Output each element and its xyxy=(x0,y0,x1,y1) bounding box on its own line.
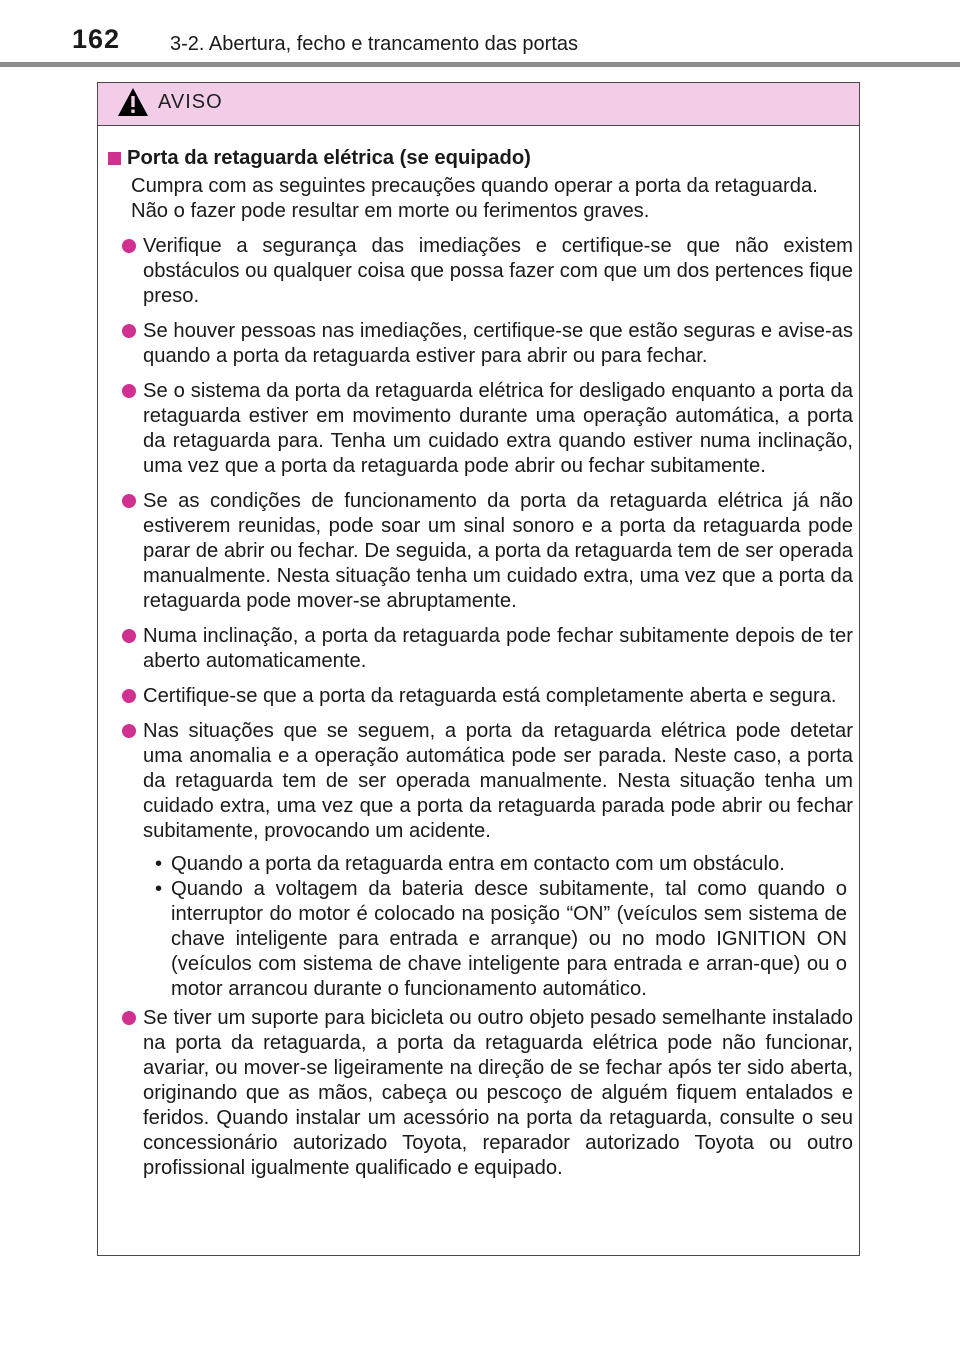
warning-header xyxy=(98,83,859,126)
square-bullet-icon xyxy=(108,152,121,165)
page-header xyxy=(0,0,960,66)
list-item xyxy=(108,624,853,674)
list-item xyxy=(108,719,853,844)
warning-box xyxy=(97,82,860,1256)
list-item xyxy=(108,489,853,614)
list-item xyxy=(108,684,853,709)
page-number: 162 xyxy=(72,24,121,54)
list-item-text: Verifique a segurança das imediações e certifique-se que não existem obstáculos ou qualquer coisa que possa fazer com que um dos pertences fique preso. xyxy=(143,235,853,307)
circle-bullet-icon xyxy=(122,384,136,398)
warning-triangle-icon xyxy=(116,86,150,118)
warning-heading-text: Porta da retaguarda elétrica (se equipado) xyxy=(127,147,531,169)
circle-bullet-icon xyxy=(122,629,136,643)
list-item-text: Numa inclinação, a porta da retaguarda pode fechar subitamente depois de ter aberto automaticamente. xyxy=(143,625,853,672)
section-title: 3-2. Abertura, fecho e trancamento das portas xyxy=(170,33,579,55)
intro-instruction: Cumpra com as seguintes precauções quando operar a porta da retaguarda. xyxy=(131,175,818,197)
warning-heading xyxy=(108,146,853,171)
sub-bullet-mark: • xyxy=(155,878,163,900)
list-item-text: Certifique-se que a porta da retaguarda está completamente aberta e segura. xyxy=(143,685,837,707)
circle-bullet-icon xyxy=(122,494,136,508)
intro-consequence: Não o fazer pode resultar em morte ou ferimentos graves. xyxy=(131,200,650,222)
list-item xyxy=(108,234,853,309)
sub-bullet-mark: • xyxy=(155,853,163,875)
list-item-text: Nas situações que se seguem, a porta da retaguarda elétrica pode detetar uma anomalia e a operação automática pode ser parada. Neste caso, a porta da retaguarda tem de ser operada manualmente. Nesta situação tenha um cuidado extra, uma vez que a porta da retaguarda parada pode abrir ou fechar subitamente, provocando um acidente. xyxy=(143,720,853,842)
header-divider xyxy=(0,62,960,67)
circle-bullet-icon xyxy=(122,689,136,703)
list-item xyxy=(108,1006,853,1181)
sub-list-item-text: Quando a porta da retaguarda entra em contacto com um obstáculo. xyxy=(171,853,785,875)
sub-list-item xyxy=(155,852,847,877)
warning-label: AVISO xyxy=(158,91,223,113)
warning-body xyxy=(98,126,859,1181)
circle-bullet-icon xyxy=(122,1011,136,1025)
sub-list xyxy=(108,852,853,1002)
sub-list-item xyxy=(155,877,847,1002)
sub-list-item-text: Quando a voltagem da bateria desce subitamente, tal como quando o interruptor do motor é colocado na posição “ON” (veículos sem sistema de chave inteligente para entrada e arranque) ou no modo IGNITION ON (veículos com sistema de chave inteligente para entrada e arran-que) ou o motor arrancou durante o funcionamento automático. xyxy=(171,878,847,1000)
circle-bullet-icon xyxy=(122,239,136,253)
circle-bullet-icon xyxy=(122,324,136,338)
list-item xyxy=(108,379,853,479)
list-item-text: Se as condições de funcionamento da porta da retaguarda elétrica já não estiverem reunidas, pode soar um sinal sonoro e a porta da retaguarda pode parar de abrir ou fechar. De seguida, a porta da retaguarda tem de ser operada manualmente. Nesta situação tenha um cuidado extra, uma vez que a porta da retaguarda pode mover-se abruptamente. xyxy=(143,490,853,612)
list-item-text: Se tiver um suporte para bicicleta ou outro objeto pesado semelhante instalado na porta da retaguarda, a porta da retaguarda elétrica pode não funcionar, avariar, ou mover-se ligeiramente na direção de se fechar após ter sido aberta, originando que as mãos, cabeça ou pescoço de alguém fiquem entalados e feridos. Quando instalar um acessório na porta da retaguarda, consulte o seu concessionário autorizado Toyota, reparador autorizado Toyota ou outro profissional igualmente qualificado e equipado. xyxy=(143,1007,853,1179)
list-item-text: Se houver pessoas nas imediações, certifique-se que estão seguras e avise-as quando a porta da retaguarda estiver para abrir ou para fechar. xyxy=(143,320,853,367)
circle-bullet-icon xyxy=(122,724,136,738)
list-item-text: Se o sistema da porta da retaguarda elétrica for desligado enquanto a porta da retaguarda estiver em movimento durante uma operação automática, a porta da retaguarda para. Tenha um cuidado extra quando estiver numa inclinação, uma vez que a porta da retaguarda pode abrir ou fechar subitamente. xyxy=(143,380,853,477)
warning-intro xyxy=(108,174,853,224)
list-item xyxy=(108,319,853,369)
